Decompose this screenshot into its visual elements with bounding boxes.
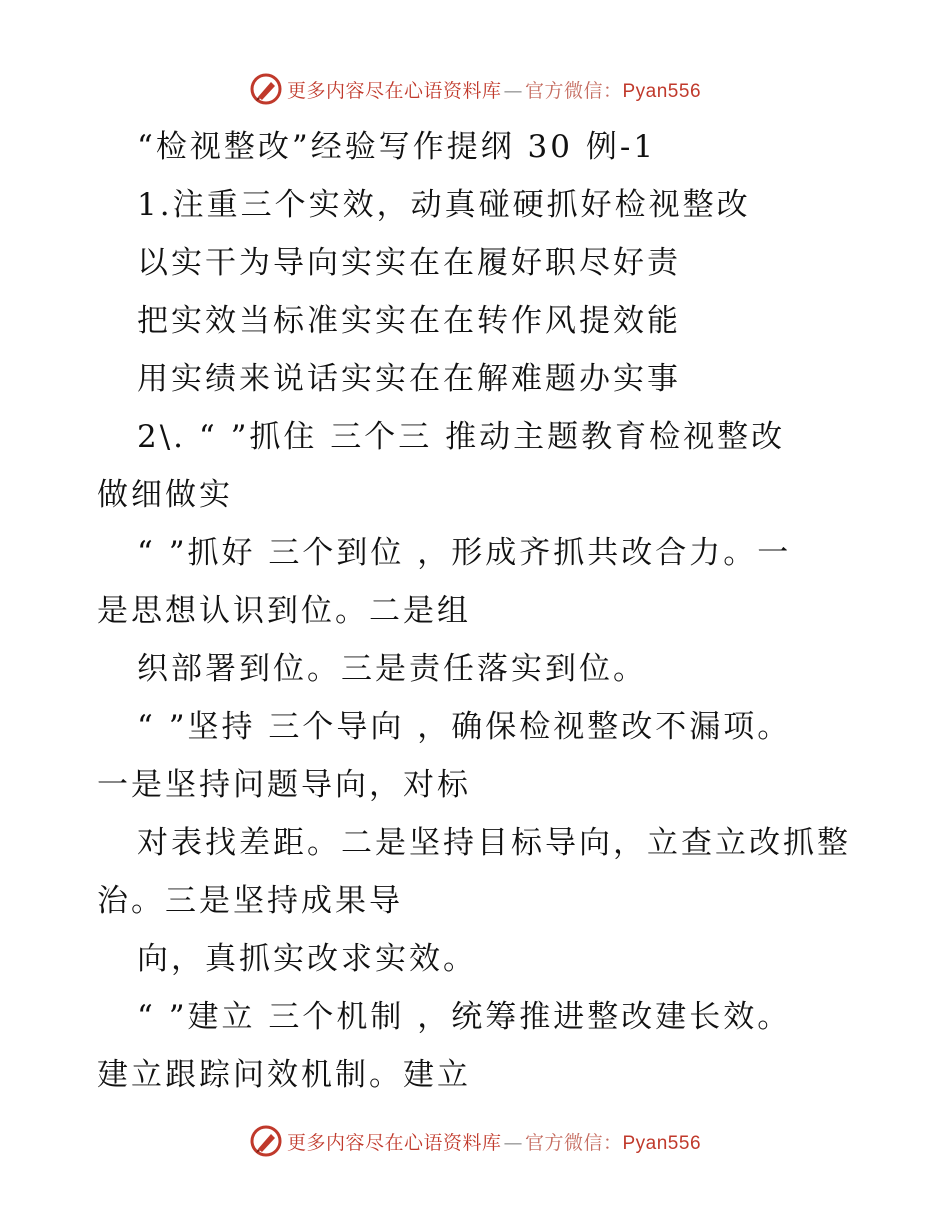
doc-line: “ ”建立 三个机制 ，统筹推进整改建长效。 — [137, 999, 792, 1035]
watermark-id: Pyan556 — [622, 80, 702, 102]
doc-line: 用实绩来说话实实在在解难题办实事 — [137, 361, 681, 397]
doc-line: 2\. “ ”抓住 三个三 推动主题教育检视整改 — [137, 419, 786, 455]
doc-line: 以实干为导向实实在在履好职尽好责 — [137, 245, 681, 281]
watermark-main: 更多内容尽在心语资料库 — [286, 79, 502, 102]
watermark-separator: — — [503, 79, 523, 102]
footer-watermark — [0, 1124, 950, 1158]
doc-line: 做细做实 — [97, 477, 233, 513]
doc-line: 对表找差距。二是坚持目标导向，立查立改抓整 — [137, 825, 851, 861]
doc-line: 建立跟踪问效机制。建立 — [97, 1057, 471, 1093]
doc-line: “ ”坚持 三个导向 ，确保检视整改不漏项。 — [137, 709, 792, 745]
watermark-main: 更多内容尽在心语资料库 — [286, 1131, 502, 1154]
watermark-separator: — — [503, 1131, 523, 1154]
watermark-id: Pyan556 — [622, 1132, 702, 1154]
watermark-sub: 官方微信： — [524, 79, 623, 102]
doc-title: “检视整改”经验写作提纲 30 例-1 — [137, 129, 657, 165]
doc-line: 是思想认识到位。二是组 — [97, 593, 471, 629]
pen-logo-icon — [249, 72, 283, 106]
doc-line: 治。三是坚持成果导 — [97, 883, 403, 919]
watermark-text — [287, 76, 701, 103]
pen-logo-icon — [249, 1124, 283, 1158]
watermark-sub: 官方微信： — [524, 1131, 623, 1154]
doc-line: 把实效当标准实实在在转作风提效能 — [137, 303, 681, 339]
doc-line: 向，真抓实改求实效。 — [137, 941, 477, 977]
doc-line: 一是坚持问题导向，对标 — [97, 767, 471, 803]
doc-line: “ ”抓好 三个到位 ，形成齐抓共改合力。一 — [137, 535, 792, 571]
watermark-text — [287, 1128, 701, 1155]
header-watermark — [0, 72, 950, 106]
document-body — [97, 118, 857, 1104]
doc-line: 织部署到位。三是责任落实到位。 — [137, 651, 647, 687]
doc-line: 1.注重三个实效，动真碰硬抓好检视整改 — [137, 187, 751, 223]
